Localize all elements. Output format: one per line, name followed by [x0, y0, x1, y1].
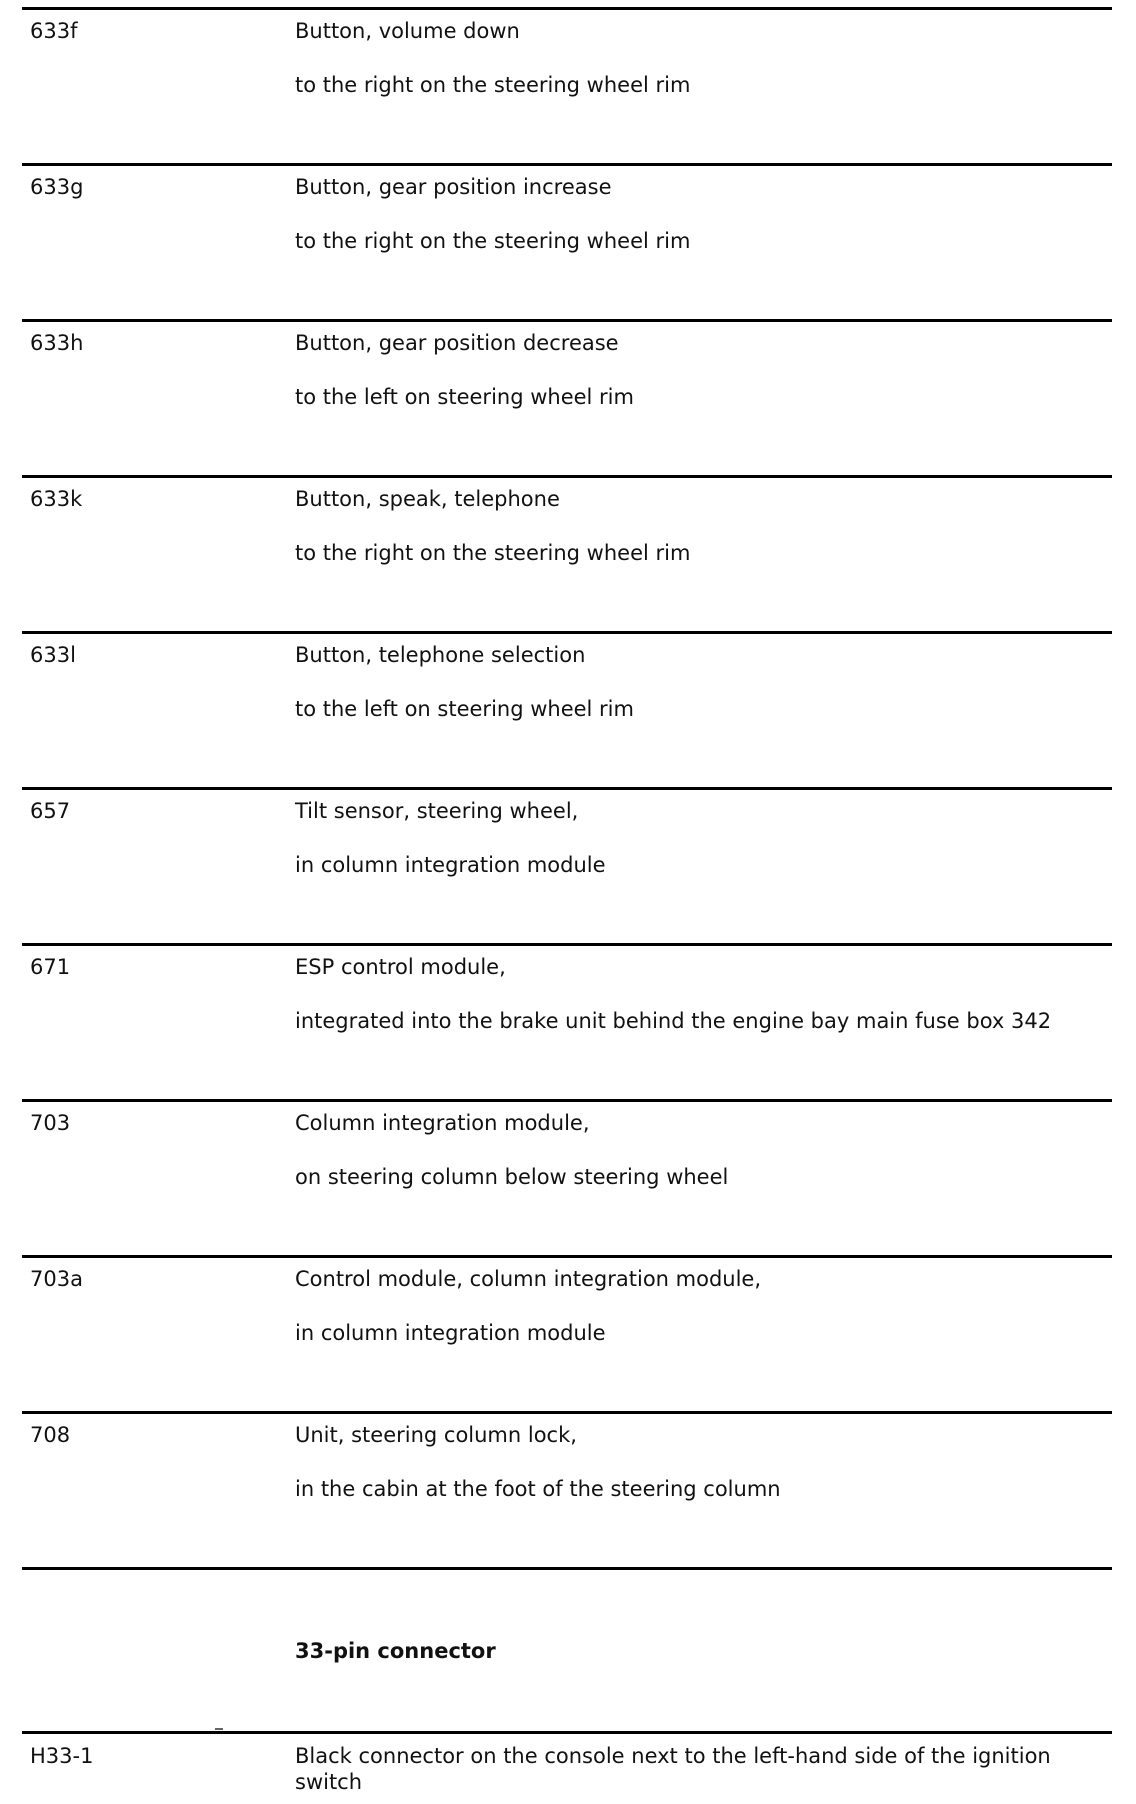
component-location: in column integration module	[295, 1321, 606, 1345]
component-description	[295, 642, 1110, 722]
component-code: 633h	[30, 331, 84, 355]
row-divider	[22, 1731, 1112, 1734]
component-description	[295, 330, 1110, 410]
row-divider	[22, 787, 1112, 790]
component-code: 633l	[30, 643, 76, 667]
component-title: Button, speak, telephone	[295, 487, 560, 511]
component-location: in the cabin at the foot of the steering column	[295, 1477, 781, 1501]
component-description	[295, 954, 1110, 1034]
component-title: Unit, steering column lock,	[295, 1423, 577, 1447]
component-location: integrated into the brake unit behind the engine bay main fuse box 342	[295, 1009, 1052, 1033]
component-code: 633f	[30, 19, 78, 43]
section-heading: 33-pin connector	[295, 1639, 496, 1663]
component-title: Control module, column integration module,	[295, 1267, 762, 1291]
component-code: 671	[30, 955, 71, 979]
component-title: Column integration module,	[295, 1111, 590, 1135]
component-title: ESP control module,	[295, 955, 506, 979]
component-description	[295, 1110, 1110, 1190]
component-description	[295, 1422, 1110, 1502]
row-divider	[22, 163, 1112, 166]
component-code: 703	[30, 1111, 71, 1135]
component-title: Button, gear position decrease	[295, 331, 619, 355]
component-title: Button, volume down	[295, 19, 520, 43]
component-title: Button, gear position increase	[295, 175, 612, 199]
row-divider	[22, 1255, 1112, 1258]
component-location: to the left on steering wheel rim	[295, 697, 634, 721]
component-code: 633k	[30, 487, 83, 511]
component-description	[295, 486, 1110, 566]
component-location: in column integration module	[295, 853, 606, 877]
connector-description: Black connector on the console next to the left-hand side of the ignition switch	[295, 1744, 1051, 1794]
component-title: Button, telephone selection	[295, 643, 586, 667]
connector-code: H33-1	[30, 1744, 94, 1768]
component-description	[295, 1266, 1110, 1346]
row-divider	[22, 1567, 1112, 1570]
component-title: Tilt sensor, steering wheel,	[295, 799, 579, 823]
row-divider	[22, 475, 1112, 478]
component-description	[295, 18, 1110, 98]
row-divider	[22, 7, 1112, 10]
component-description	[295, 174, 1110, 254]
component-code: 708	[30, 1423, 71, 1447]
component-location: to the left on steering wheel rim	[295, 385, 634, 409]
row-divider	[22, 631, 1112, 634]
component-location: to the right on the steering wheel rim	[295, 229, 691, 253]
component-description	[295, 798, 1110, 878]
row-divider	[22, 1099, 1112, 1102]
component-code: 703a	[30, 1267, 83, 1291]
row-divider	[22, 1411, 1112, 1414]
row-divider	[22, 319, 1112, 322]
component-code: 657	[30, 799, 71, 823]
component-code: 633g	[30, 175, 84, 199]
component-location: on steering column below steering wheel	[295, 1165, 729, 1189]
row-divider	[22, 943, 1112, 946]
component-location: to the right on the steering wheel rim	[295, 73, 691, 97]
stray-mark	[215, 1728, 223, 1730]
component-location: to the right on the steering wheel rim	[295, 541, 691, 565]
